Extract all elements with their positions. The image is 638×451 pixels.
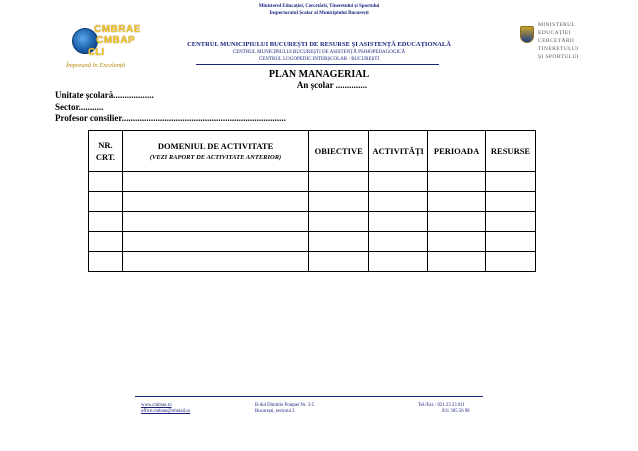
sector-field: Sector........... — [55, 102, 104, 112]
center-subtitle-2: CENTRUL LOGOPEDIC INTERȘCOLAR - BUCUREȘTI — [258, 57, 380, 62]
ministry-logo-line: EDUCAȚIEI — [538, 30, 571, 36]
domain-label: DOMENIUL DE ACTIVITATE — [157, 141, 274, 151]
phone-line-1: Tel./Fax : 021 23 23 011 — [418, 403, 465, 408]
ministry-logo-line: MINISTERUL — [538, 22, 576, 28]
coat-of-arms-icon — [520, 26, 534, 43]
logo-text-cmbrae: CMBRAE — [94, 24, 141, 35]
domain-note: (VEZI RAPORT DE ACTIVITATE ANTERIOR) — [149, 154, 282, 161]
cell-activities[interactable] — [369, 232, 428, 252]
cell-objectives[interactable] — [309, 212, 369, 232]
table-header-row — [89, 131, 536, 172]
crt-label: CRT. — [95, 152, 116, 162]
table-row — [89, 232, 536, 252]
cell-resources[interactable] — [486, 192, 536, 212]
cell-resources[interactable] — [486, 232, 536, 252]
logo-text-cmbap: CMBAP — [96, 35, 136, 46]
cell-period[interactable] — [428, 212, 486, 232]
logo-tagline: Împreună în Excelență — [66, 62, 125, 69]
cell-period[interactable] — [428, 172, 486, 192]
cell-nr[interactable] — [89, 252, 123, 272]
cell-activities[interactable] — [369, 252, 428, 272]
column-header-domain — [122, 131, 308, 172]
table-row — [89, 212, 536, 232]
column-header-activities: ACTIVITĂȚI — [369, 131, 428, 172]
cell-domain[interactable] — [122, 212, 308, 232]
counselor-field: Profesor consilier......................................................................... — [55, 113, 286, 123]
address-line-2: București, sectorul 2 — [255, 409, 295, 414]
ministry-logo-line: ȘI SPORTULUI — [538, 54, 579, 60]
center-main-title: CENTRUL MUNICIPIULUI BUCUREȘTI DE RESURSE ȘI ASISTENȚĂ EDUCAȚIONALĂ — [187, 41, 451, 48]
column-header-nr — [89, 131, 123, 172]
column-header-resources: RESURSE — [486, 131, 536, 172]
cell-activities[interactable] — [369, 212, 428, 232]
cell-resources[interactable] — [486, 252, 536, 272]
table-row — [89, 192, 536, 212]
table-row — [89, 172, 536, 192]
document-title: PLAN MANAGERIAL — [268, 69, 370, 80]
nr-label: NR. — [98, 140, 113, 150]
cell-domain[interactable] — [122, 192, 308, 212]
website-link[interactable]: www.cmbrae.ro — [141, 403, 172, 408]
cell-activities[interactable] — [369, 192, 428, 212]
document-subtitle: An școlar .............. — [296, 80, 368, 90]
cell-objectives[interactable] — [309, 252, 369, 272]
cell-period[interactable] — [428, 232, 486, 252]
cell-resources[interactable] — [486, 172, 536, 192]
school-unit-field: Unitate școlară.................. — [55, 90, 154, 100]
footer-divider — [135, 396, 483, 397]
inspectorate-line: Inspectoratul Școlar al Municipiului București — [269, 11, 369, 16]
column-header-period: PERIOADA — [428, 131, 486, 172]
cell-domain[interactable] — [122, 232, 308, 252]
cell-objectives[interactable] — [309, 172, 369, 192]
ministry-logo-line: TINERETULUI — [538, 46, 579, 52]
ministry-line: Ministerul Educației, Cercetării, Tineretului și Sportului — [258, 4, 380, 9]
center-subtitle-1: CENTRUL MUNICIPIULUI BUCUREȘTI DE ASISTENȚĂ PSIHOPEDAGOGICĂ — [232, 50, 406, 55]
cell-nr[interactable] — [89, 172, 123, 192]
cell-domain[interactable] — [122, 252, 308, 272]
cell-period[interactable] — [428, 192, 486, 212]
cell-nr[interactable] — [89, 212, 123, 232]
column-header-objectives: OBIECTIVE — [309, 131, 369, 172]
cell-nr[interactable] — [89, 192, 123, 212]
cell-period[interactable] — [428, 252, 486, 272]
cell-objectives[interactable] — [309, 192, 369, 212]
cell-domain[interactable] — [122, 172, 308, 192]
email-link[interactable]: office.cmbrae@ohmail.ro — [141, 409, 191, 414]
cell-resources[interactable] — [486, 212, 536, 232]
address-line-1: B-dul Dimitrie Pompei Nr. 3-5 — [255, 403, 315, 408]
cell-activities[interactable] — [369, 172, 428, 192]
phone-line-2: 031 305 56 98 — [442, 409, 470, 414]
cell-nr[interactable] — [89, 232, 123, 252]
logo-text-cli: CLI — [88, 47, 105, 58]
ministry-logo-line: CERCETĂRII — [538, 38, 575, 44]
table-row — [89, 252, 536, 272]
header-divider — [196, 64, 439, 65]
management-plan-table — [88, 130, 536, 272]
cell-objectives[interactable] — [309, 232, 369, 252]
